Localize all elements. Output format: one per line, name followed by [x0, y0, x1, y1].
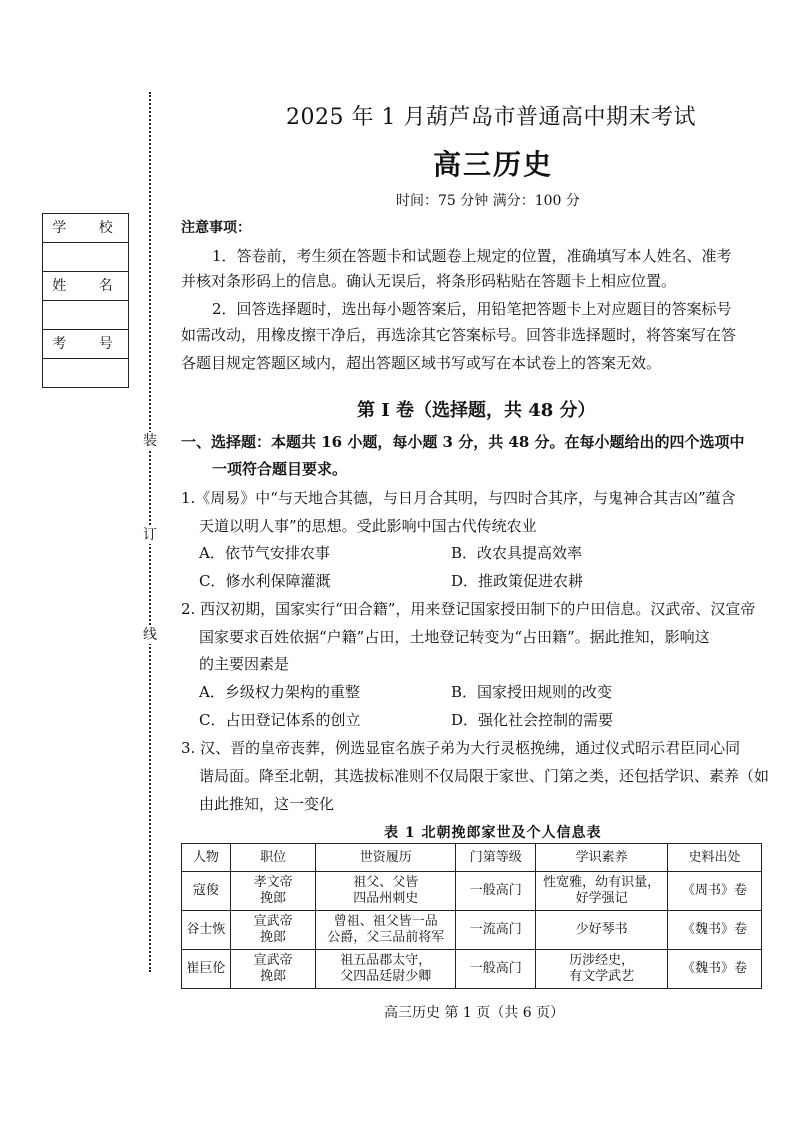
- name-label: 姓 名: [43, 272, 128, 301]
- table-cell: 性宽雅，幼有识量， 好学强记: [536, 872, 668, 911]
- table-cell: 少好琴书: [536, 911, 668, 950]
- question-2-option-d[interactable]: D．强化社会控制的需要: [451, 711, 614, 729]
- question-2-stem: 国家要求百姓依据“户籍”占田，土地登记转变为“占田籍”。据此推知，影响这: [199, 628, 710, 646]
- question-1-option-d[interactable]: D．推政策促进农耕: [451, 572, 584, 590]
- section-instruction: 一项符合题目要求。: [212, 460, 348, 478]
- question-1-stem: 1.《周易》中“与天地合其德，与日月合其明，与四时合其序，与鬼神合其吉凶”蕴含: [181, 489, 736, 507]
- question-1-option-c[interactable]: C．修水利保障灌溉: [199, 572, 331, 590]
- binding-char-ding: 订: [143, 527, 157, 543]
- question-2-stem: 2. 西汉初期，国家实行“田合籍”，用来登记国家授田制下的户田信息。汉武帝、汉宣帝: [181, 600, 756, 618]
- question-2-option-b[interactable]: B．国家授田规则的改变: [451, 683, 613, 701]
- table-cell: 崔巨伦: [182, 950, 231, 989]
- table-cell: 一般高门: [456, 872, 536, 911]
- table-header: 学识素养: [536, 844, 668, 872]
- notice-line: 并核对条形码上的信息。确认无误后，将条形码粘贴在答题卡上相应位置。: [181, 272, 677, 290]
- table-header: 史料出处: [667, 844, 761, 872]
- table-cell: 祖五品郡太守， 父四品廷尉少卿: [316, 950, 456, 989]
- notice-line: 2．回答选择题时，选出每小题答案后，用铅笔把答题卡上对应题目的答案标号: [212, 300, 732, 318]
- table-cell: 孝文帝 挽郎: [230, 872, 316, 911]
- table-header: 世资履历: [316, 844, 456, 872]
- table-cell: 曾祖、祖父皆一品 公爵，父三品前将军: [316, 911, 456, 950]
- table-header: 人物: [182, 844, 231, 872]
- exam-number-label: 考 号: [43, 330, 128, 359]
- time-score: 时间：75 分钟 满分：100 分: [396, 193, 580, 209]
- question-3-stem: 谐局面。降至北朝，其选拔标准则不仅局限于家世、门第之类，还包括学识、素养（如: [199, 767, 770, 785]
- binding-char-xian: 线: [143, 627, 157, 643]
- notice-line: 1．答卷前，考生须在答题卡和试题卷上规定的位置，准确填写本人姓名、准考: [212, 247, 732, 265]
- table-header: 职位: [230, 844, 316, 872]
- table-row: [182, 872, 762, 911]
- question-3-stem: 3. 汉、晋的皇帝丧葬，例选显宦名族子弟为大行灵柩挽绋，通过仪式昭示君臣同心同: [181, 739, 741, 757]
- table-cell: 《魏书》卷: [667, 911, 761, 950]
- question-2-option-c[interactable]: C．占田登记体系的创立: [199, 711, 361, 729]
- school-label: 学 校: [43, 214, 128, 243]
- section-instruction: 一、选择题：本题共 16 小题，每小题 3 分，共 48 分。在每小题给出的四个选项中: [181, 433, 745, 451]
- question-1-stem: 天道以明人事”的思想。受此影响中国古代传统农业: [199, 517, 537, 535]
- table-cell: 祖父、父皆 四品州刺史: [316, 872, 456, 911]
- question-3-stem: 由此推知，这一变化: [199, 795, 335, 813]
- table-header: 门第等级: [456, 844, 536, 872]
- table-header-row: [182, 844, 762, 872]
- table-caption: 表 1 北朝挽郎家世及个人信息表: [384, 825, 602, 841]
- notice-line: 各题目规定答题区域内，超出答题区域书写或写在本试卷上的答案无效。: [181, 354, 662, 372]
- table-row: [182, 911, 762, 950]
- table-cell: 历涉经史， 有文学武艺: [536, 950, 668, 989]
- subject-title: 高三历史: [433, 148, 554, 181]
- question-2-option-a[interactable]: A．乡级权力架构的重整: [199, 683, 360, 701]
- binding-char-zhuang: 装: [143, 433, 157, 449]
- table-cell: 《魏书》卷: [667, 950, 761, 989]
- question-1-option-b[interactable]: B．改农具提高效率: [451, 544, 583, 562]
- question-2-stem: 的主要因素是: [199, 655, 290, 673]
- exam-title: 2025 年 1 月葫芦岛市普通高中期末考试: [286, 105, 696, 130]
- section-title: 第 I 卷（选择题，共 48 分）: [357, 400, 596, 421]
- nobility-table: [181, 843, 762, 989]
- notice-heading: 注意事项：: [181, 220, 251, 236]
- table-cell: 宣武帝 挽郎: [230, 950, 316, 989]
- table-cell: 谷士恢: [182, 911, 231, 950]
- table-cell: 宣武帝 挽郎: [230, 911, 316, 950]
- table-cell: 寇俊: [182, 872, 231, 911]
- question-1-option-a[interactable]: A．依节气安排农事: [199, 544, 330, 562]
- notice-line: 如需改动，用橡皮擦干净后，再选涂其它答案标号。回答非选择题时，将答案写在答: [181, 326, 737, 344]
- page-footer: 高三历史 第 1 页（共 6 页）: [384, 1005, 565, 1021]
- table-row: [182, 950, 762, 989]
- table-cell: 一流高门: [456, 911, 536, 950]
- table-cell: 《周书》卷: [667, 872, 761, 911]
- table-cell: 一般高门: [456, 950, 536, 989]
